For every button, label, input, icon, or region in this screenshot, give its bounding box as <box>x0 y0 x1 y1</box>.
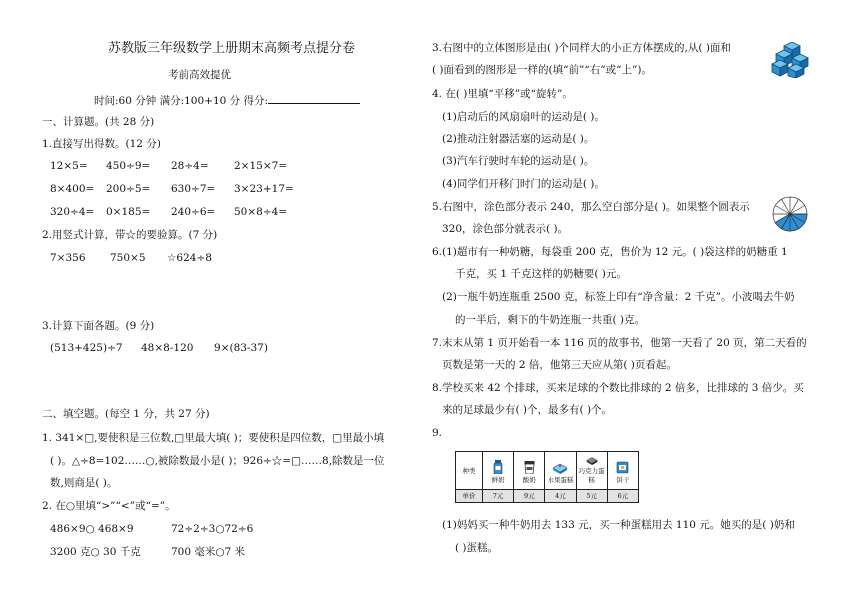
question-6-line4: 的一半后，剩下的牛奶连瓶一共重( )克。 <box>455 314 646 326</box>
vertical-calc-item: ☆624÷8 <box>167 252 212 264</box>
question-1-2: 2.用竖式计算，带☆的要验算。(7 分) <box>42 229 218 241</box>
section-2-heading: 二、填空题。(每空 1 分，共 27 分) <box>42 408 210 420</box>
price-cell: 9元 <box>514 489 545 502</box>
fill-2-1-line3: 数,则商是( )。 <box>50 477 118 489</box>
calc-item: 320÷4= <box>50 206 95 218</box>
calc-item: 2×15×7= <box>234 160 288 172</box>
expr-item: 48×8-120 <box>141 342 194 354</box>
calc-item: 3×23+17= <box>234 183 294 195</box>
question-3-line1: 3.右图中的立体图形是由( )个同样大的小正方体摆成的,从( )面和 <box>432 42 731 54</box>
expr-item: (513+425)÷7 <box>50 342 123 354</box>
table-cell <box>545 452 576 490</box>
product-name: 水果蛋糕 <box>547 476 574 485</box>
table-cell <box>576 452 607 490</box>
score-blank[interactable] <box>268 93 360 104</box>
price-cell: 4元 <box>545 489 576 502</box>
question-1-1: 1.直接写出得数。(12 分) <box>42 138 161 150</box>
question-5-line1: 5.右图中，涂色部分表示 240，那么空白部分是( )。如果整个圆表示 <box>432 201 750 213</box>
fill-2-2: 2. 在○里填“>”“<”或“=”。 <box>42 500 176 512</box>
table-row <box>456 489 639 502</box>
q4-item: (1)启动后的风扇扇叶的运动是( )。 <box>442 111 605 123</box>
question-7-line2: 页数是第一天的 2 倍，他第三天应从第( )页看起。 <box>442 359 677 371</box>
compare-item: 486×9○ 468×9 <box>50 523 134 535</box>
price-table <box>455 451 639 503</box>
pie-circle-figure <box>771 195 809 233</box>
fill-2-1-line1: 1. 341×□,要使积是三位数,□里最大填( )；要使积是四位数，□里最小填 <box>42 432 385 444</box>
question-9-number: 9. <box>432 427 443 439</box>
milk-bottle-icon <box>493 460 503 474</box>
compare-item: 3200 克○ 30 千克 <box>50 546 141 558</box>
question-4: 4. 在( )里填“平移”或“旋转”。 <box>432 88 573 100</box>
calc-item: 0×185= <box>106 206 151 218</box>
table-cell <box>483 452 514 490</box>
biscuit-box-icon <box>616 461 629 474</box>
chocolate-cake-icon <box>584 456 600 465</box>
q4-item: (3)汽车行驶时车轮的运动是( )。 <box>442 155 595 167</box>
question-9-1-line2: ( )蛋糕。 <box>455 542 499 554</box>
question-8-line1: 8.学校买来 42 个排球，买来足球的个数比排球的 2 倍多，比排球的 3 倍少。买 <box>432 382 804 394</box>
section-1-heading: 一、计算题。(共 28 分) <box>42 116 155 128</box>
product-name: 鲜奶 <box>491 476 505 485</box>
vertical-calc-item: 750×5 <box>110 252 146 264</box>
compare-item: 72÷2÷3○72÷6 <box>171 523 254 535</box>
table-header-cell: 种类 <box>456 452 483 490</box>
calc-item: 630÷7= <box>171 183 216 195</box>
question-9-1-line1: (1)妈妈买一种牛奶用去 133 元，买一种蛋糕用去 110 元。她买的是( )奶和 <box>442 519 795 531</box>
price-cell: 5元 <box>576 489 607 502</box>
question-7-line1: 7.末末从第 1 页开始看一本 116 页的故事书，他第一天看了 20 页，第二天看的 <box>432 337 807 349</box>
calc-item: 50×8÷4= <box>234 206 288 218</box>
fill-2-1-line2: ( )。△÷8=102……○,被除数最小是( )；926÷☆=□……8,除数是一位 <box>50 455 385 467</box>
table-cell <box>607 452 638 490</box>
page-title: 苏教版三年级数学上册期末高频考点提分卷 <box>108 41 356 56</box>
fruit-cake-icon <box>552 462 568 474</box>
question-6-line2: 千克，买 1 千克这样的奶糖要( )元。 <box>455 268 627 280</box>
vertical-calc-item: 7×356 <box>50 252 86 264</box>
product-name: 巧克力蛋糕 <box>578 467 605 485</box>
table-cell <box>514 452 545 490</box>
cube-figure-image <box>770 42 816 78</box>
q4-item: (2)推动注射器活塞的运动是( )。 <box>442 133 595 145</box>
q4-item: (4)同学们开移门时门的运动是( )。 <box>442 178 605 190</box>
table-row <box>456 452 639 490</box>
expr-item: 9×(83-37) <box>214 342 268 354</box>
price-cell: 6元 <box>607 489 638 502</box>
calc-item: 200÷5= <box>106 183 151 195</box>
price-cell: 7元 <box>483 489 514 502</box>
question-8-line2: 来的足球最少有( )个，最多有( )个。 <box>442 404 613 416</box>
calc-item: 28÷4= <box>171 160 209 172</box>
calc-item: 240÷6= <box>171 206 216 218</box>
question-1-3: 3.计算下面各题。(9 分) <box>42 320 155 332</box>
compare-item: 700 毫米○7 米 <box>171 546 246 558</box>
calc-item: 8×400= <box>50 183 95 195</box>
product-name: 饼干 <box>616 476 630 485</box>
question-6-line1: 6.(1)超市有一种奶糖，每袋重 200 克，售价为 12 元。( )袋这样的奶糖重 1 <box>432 246 788 258</box>
table-header-cell: 单价 <box>456 489 483 502</box>
exam-info-text: 时间:60 分钟 满分:100+10 分 得分: <box>94 95 269 107</box>
calc-item: 450÷9= <box>106 160 151 172</box>
product-name: 酸奶 <box>522 476 536 485</box>
question-6-line3: (2)一瓶牛奶连瓶重 2500 克，标签上印有“净含量：2 千克”。小波喝去牛奶 <box>442 291 795 303</box>
calc-item: 12×5= <box>50 160 88 172</box>
question-5-line2: 320，涂色部分就表示( )。 <box>442 223 569 235</box>
question-3-line2: ( )面看到的图形是一样的(填“前”“右”或“上”)。 <box>432 64 652 76</box>
yogurt-cup-icon <box>524 461 535 474</box>
exam-info <box>94 93 360 108</box>
page-subtitle: 考前高效提优 <box>168 69 231 81</box>
